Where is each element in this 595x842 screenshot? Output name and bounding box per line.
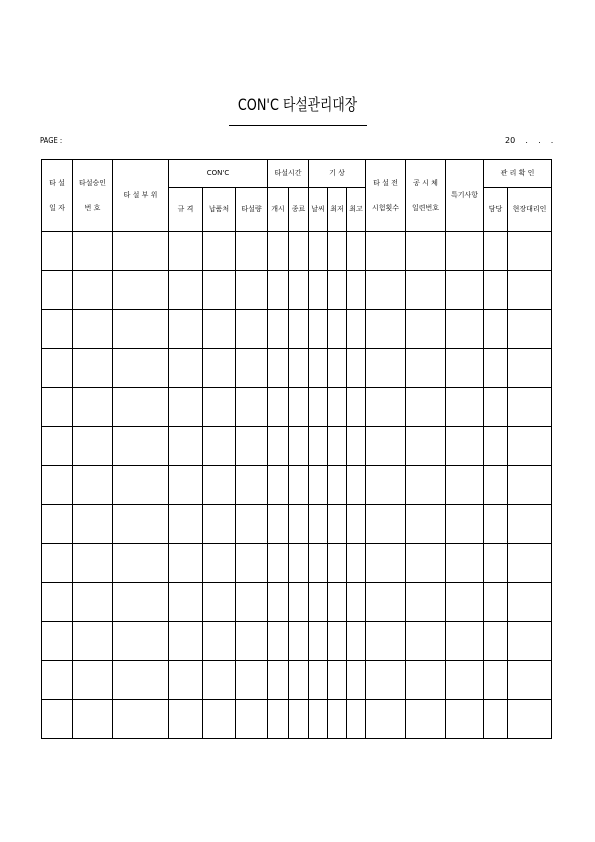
table-cell[interactable]: [73, 349, 113, 388]
table-cell[interactable]: [203, 661, 236, 700]
table-cell[interactable]: [446, 700, 484, 739]
table-cell[interactable]: [289, 232, 309, 271]
table-cell[interactable]: [268, 271, 289, 310]
table-cell[interactable]: [508, 271, 552, 310]
table-cell[interactable]: [406, 583, 446, 622]
table-cell[interactable]: [406, 700, 446, 739]
table-cell[interactable]: [268, 544, 289, 583]
table-cell[interactable]: [113, 388, 169, 427]
table-cell[interactable]: [289, 700, 309, 739]
table-row: [42, 271, 552, 310]
table-cell[interactable]: [366, 661, 406, 700]
header-approval-no: 타설승인 번 호: [73, 160, 113, 232]
table-cell[interactable]: [289, 466, 309, 505]
table-cell[interactable]: [309, 700, 328, 739]
table-cell[interactable]: [406, 349, 446, 388]
table-row: [42, 505, 552, 544]
table-cell[interactable]: [484, 310, 508, 349]
table-cell[interactable]: [42, 583, 73, 622]
table-cell[interactable]: [203, 271, 236, 310]
table-cell[interactable]: [328, 310, 347, 349]
table-cell[interactable]: [268, 622, 289, 661]
table-cell[interactable]: [508, 700, 552, 739]
table-cell[interactable]: [484, 232, 508, 271]
header-pour-time: 타설시간: [268, 160, 309, 188]
table-cell[interactable]: [236, 388, 268, 427]
table-cell[interactable]: [236, 427, 268, 466]
table-cell[interactable]: [169, 271, 203, 310]
table-cell[interactable]: [328, 622, 347, 661]
table-cell[interactable]: [309, 466, 328, 505]
table-cell[interactable]: [289, 310, 309, 349]
table-cell[interactable]: [169, 388, 203, 427]
table-cell[interactable]: [347, 544, 366, 583]
table-cell[interactable]: [203, 310, 236, 349]
table-cell[interactable]: [446, 583, 484, 622]
table-cell[interactable]: [484, 505, 508, 544]
table-cell[interactable]: [169, 622, 203, 661]
table-cell[interactable]: [508, 232, 552, 271]
header-max-temp: 최고: [347, 188, 366, 232]
table-cell[interactable]: [366, 349, 406, 388]
table-cell[interactable]: [236, 349, 268, 388]
table-cell[interactable]: [42, 505, 73, 544]
table-cell[interactable]: [169, 427, 203, 466]
table-row: [42, 661, 552, 700]
document-title: CON'C 타설관리대장: [237, 95, 358, 114]
header-in-charge: 담당: [484, 188, 508, 232]
table-cell[interactable]: [169, 349, 203, 388]
header-pour-volume: 타설량: [236, 188, 268, 232]
table-cell[interactable]: [42, 310, 73, 349]
table-cell[interactable]: [113, 583, 169, 622]
table-cell[interactable]: [328, 388, 347, 427]
table-cell[interactable]: [508, 583, 552, 622]
table-cell[interactable]: [203, 583, 236, 622]
table-cell[interactable]: [73, 466, 113, 505]
table-cell[interactable]: [328, 505, 347, 544]
pour-management-table: [41, 159, 552, 739]
table-cell[interactable]: [268, 232, 289, 271]
table-row: [42, 388, 552, 427]
table-cell[interactable]: [328, 466, 347, 505]
table-cell[interactable]: [508, 544, 552, 583]
table-cell[interactable]: [236, 583, 268, 622]
table-cell[interactable]: [446, 271, 484, 310]
table-row: [42, 349, 552, 388]
table-row: [42, 544, 552, 583]
table-cell[interactable]: [366, 271, 406, 310]
table-cell[interactable]: [268, 427, 289, 466]
table-cell[interactable]: [113, 427, 169, 466]
header-test-count: 타 설 전 시험횟수: [366, 160, 406, 232]
table-cell[interactable]: [42, 700, 73, 739]
table-cell[interactable]: [236, 310, 268, 349]
table-cell[interactable]: [328, 427, 347, 466]
table-cell[interactable]: [113, 271, 169, 310]
table-cell[interactable]: [508, 661, 552, 700]
table-cell[interactable]: [508, 427, 552, 466]
table-cell[interactable]: [203, 232, 236, 271]
table-cell[interactable]: [366, 388, 406, 427]
table-cell[interactable]: [347, 427, 366, 466]
table-cell[interactable]: [484, 661, 508, 700]
table-cell[interactable]: [42, 427, 73, 466]
table-cell[interactable]: [406, 271, 446, 310]
table-cell[interactable]: [366, 505, 406, 544]
table-cell[interactable]: [73, 232, 113, 271]
header-end: 종료: [289, 188, 309, 232]
table-cell[interactable]: [347, 310, 366, 349]
header-supplier: 납품처: [203, 188, 236, 232]
header-pour-location: 타 설 부 위: [113, 160, 169, 232]
table-cell[interactable]: [169, 232, 203, 271]
table-cell[interactable]: [484, 622, 508, 661]
table-cell[interactable]: [289, 544, 309, 583]
header-mgmt-check: 관 리 확 인: [484, 160, 552, 188]
table-cell[interactable]: [484, 427, 508, 466]
table-cell[interactable]: [169, 310, 203, 349]
table-cell[interactable]: [328, 232, 347, 271]
table-cell[interactable]: [446, 310, 484, 349]
table-cell[interactable]: [309, 622, 328, 661]
table-cell[interactable]: [73, 388, 113, 427]
table-row: [42, 232, 552, 271]
table-cell[interactable]: [446, 466, 484, 505]
table-cell[interactable]: [347, 388, 366, 427]
table-cell[interactable]: [42, 388, 73, 427]
table-cell[interactable]: [406, 622, 446, 661]
table-cell[interactable]: [484, 544, 508, 583]
table-cell[interactable]: [203, 466, 236, 505]
table-cell[interactable]: [268, 310, 289, 349]
table-cell[interactable]: [309, 349, 328, 388]
table-cell[interactable]: [268, 583, 289, 622]
table-cell[interactable]: [366, 583, 406, 622]
table-cell[interactable]: [366, 700, 406, 739]
table-cell[interactable]: [406, 388, 446, 427]
table-cell[interactable]: [309, 271, 328, 310]
table-cell[interactable]: [508, 349, 552, 388]
table-cell[interactable]: [113, 505, 169, 544]
table-cell[interactable]: [169, 700, 203, 739]
table-cell[interactable]: [328, 349, 347, 388]
table-cell[interactable]: [73, 583, 113, 622]
table-cell[interactable]: [446, 232, 484, 271]
table-cell[interactable]: [309, 583, 328, 622]
table-row: [42, 427, 552, 466]
table-cell[interactable]: [406, 466, 446, 505]
table-cell[interactable]: [42, 661, 73, 700]
table-cell[interactable]: [406, 505, 446, 544]
table-row: [42, 466, 552, 505]
table-cell[interactable]: [309, 310, 328, 349]
table-cell[interactable]: [236, 505, 268, 544]
table-cell[interactable]: [236, 466, 268, 505]
table-cell[interactable]: [268, 388, 289, 427]
table-cell[interactable]: [347, 700, 366, 739]
table-cell[interactable]: [309, 427, 328, 466]
table-cell[interactable]: [169, 466, 203, 505]
table-row: [42, 583, 552, 622]
table-cell[interactable]: [508, 622, 552, 661]
table-cell[interactable]: [484, 271, 508, 310]
table-cell[interactable]: [42, 466, 73, 505]
header-specimen-no: 공 시 체 일련번호: [406, 160, 446, 232]
table-cell[interactable]: [73, 700, 113, 739]
header-site-agent: 현장대리인: [508, 188, 552, 232]
header-conc: CON'C: [169, 160, 268, 188]
table-cell[interactable]: [366, 310, 406, 349]
table-cell[interactable]: [289, 271, 309, 310]
table-cell[interactable]: [236, 700, 268, 739]
table-row: [42, 622, 552, 661]
table-cell[interactable]: [289, 622, 309, 661]
table-cell[interactable]: [366, 427, 406, 466]
table-cell[interactable]: [347, 232, 366, 271]
table-cell[interactable]: [73, 622, 113, 661]
table-cell[interactable]: [484, 700, 508, 739]
table-cell[interactable]: [169, 583, 203, 622]
table-cell[interactable]: [73, 505, 113, 544]
table-cell[interactable]: [347, 271, 366, 310]
table-cell[interactable]: [406, 661, 446, 700]
header-weather: 기 상: [309, 160, 366, 188]
table-cell[interactable]: [508, 310, 552, 349]
table-cell[interactable]: [113, 661, 169, 700]
table-cell[interactable]: [347, 466, 366, 505]
header-spec: 규 격: [169, 188, 203, 232]
table-cell[interactable]: [484, 583, 508, 622]
table-cell[interactable]: [268, 505, 289, 544]
table-cell[interactable]: [289, 349, 309, 388]
table-cell[interactable]: [328, 271, 347, 310]
table-cell[interactable]: [289, 583, 309, 622]
table-cell[interactable]: [113, 466, 169, 505]
table-cell[interactable]: [406, 232, 446, 271]
date-label: 20 . . .: [505, 136, 554, 145]
table-row: [42, 310, 552, 349]
table-cell[interactable]: [328, 583, 347, 622]
table-cell[interactable]: [73, 427, 113, 466]
table-cell[interactable]: [169, 505, 203, 544]
table-cell[interactable]: [289, 505, 309, 544]
table-cell[interactable]: [347, 583, 366, 622]
table-cell[interactable]: [268, 349, 289, 388]
header-min-temp: 최저: [328, 188, 347, 232]
header-pour-date: 타 설 일 자: [42, 160, 73, 232]
table-cell[interactable]: [347, 349, 366, 388]
table-cell[interactable]: [406, 544, 446, 583]
table-cell[interactable]: [203, 349, 236, 388]
table-cell[interactable]: [446, 505, 484, 544]
table-cell[interactable]: [366, 544, 406, 583]
table-cell[interactable]: [328, 700, 347, 739]
table-cell[interactable]: [73, 544, 113, 583]
table-cell[interactable]: [236, 622, 268, 661]
table-cell[interactable]: [169, 661, 203, 700]
table-cell[interactable]: [42, 544, 73, 583]
table-cell[interactable]: [366, 622, 406, 661]
table-cell[interactable]: [268, 700, 289, 739]
table-cell[interactable]: [446, 388, 484, 427]
title-underline: [229, 125, 367, 126]
table-cell[interactable]: [113, 544, 169, 583]
table-cell[interactable]: [268, 661, 289, 700]
table-cell[interactable]: [309, 544, 328, 583]
table-cell[interactable]: [236, 661, 268, 700]
table-cell[interactable]: [366, 232, 406, 271]
table-cell[interactable]: [446, 661, 484, 700]
header-remarks: 특기사항: [446, 160, 484, 232]
table-cell[interactable]: [366, 466, 406, 505]
table-cell[interactable]: [203, 505, 236, 544]
header-weather-cond: 날씨: [309, 188, 328, 232]
table-cell[interactable]: [203, 388, 236, 427]
page-label: PAGE :: [40, 136, 63, 145]
table-cell[interactable]: [347, 622, 366, 661]
table-cell[interactable]: [484, 466, 508, 505]
table-cell[interactable]: [289, 388, 309, 427]
table-cell[interactable]: [508, 466, 552, 505]
table-cell[interactable]: [309, 232, 328, 271]
table-cell[interactable]: [42, 349, 73, 388]
table-cell[interactable]: [113, 349, 169, 388]
table-cell[interactable]: [73, 271, 113, 310]
table-cell[interactable]: [203, 700, 236, 739]
table-cell[interactable]: [113, 232, 169, 271]
table-cell[interactable]: [42, 232, 73, 271]
table-cell[interactable]: [446, 349, 484, 388]
table-cell[interactable]: [484, 349, 508, 388]
table-cell[interactable]: [446, 427, 484, 466]
table-cell[interactable]: [484, 388, 508, 427]
table-cell[interactable]: [73, 661, 113, 700]
table-cell[interactable]: [113, 700, 169, 739]
table-cell[interactable]: [406, 310, 446, 349]
header-start: 개시: [268, 188, 289, 232]
table-cell[interactable]: [236, 544, 268, 583]
table-cell[interactable]: [268, 466, 289, 505]
table-cell[interactable]: [113, 622, 169, 661]
table-cell[interactable]: [309, 388, 328, 427]
table-cell[interactable]: [328, 544, 347, 583]
table-cell[interactable]: [328, 661, 347, 700]
table-cell[interactable]: [203, 622, 236, 661]
table-cell[interactable]: [406, 427, 446, 466]
table-cell[interactable]: [289, 427, 309, 466]
table-cell[interactable]: [42, 622, 73, 661]
table-cell[interactable]: [446, 544, 484, 583]
table-row: [42, 700, 552, 739]
table-cell[interactable]: [446, 622, 484, 661]
table-cell[interactable]: [309, 661, 328, 700]
table-cell[interactable]: [169, 544, 203, 583]
table-cell[interactable]: [73, 310, 113, 349]
table-cell[interactable]: [347, 505, 366, 544]
table-cell[interactable]: [113, 310, 169, 349]
table-cell[interactable]: [203, 544, 236, 583]
table-cell[interactable]: [508, 505, 552, 544]
table-cell[interactable]: [42, 271, 73, 310]
table-cell[interactable]: [236, 271, 268, 310]
table-cell[interactable]: [309, 505, 328, 544]
table-cell[interactable]: [236, 232, 268, 271]
table-cell[interactable]: [289, 661, 309, 700]
table-cell[interactable]: [508, 388, 552, 427]
table-cell[interactable]: [347, 661, 366, 700]
table-cell[interactable]: [203, 427, 236, 466]
